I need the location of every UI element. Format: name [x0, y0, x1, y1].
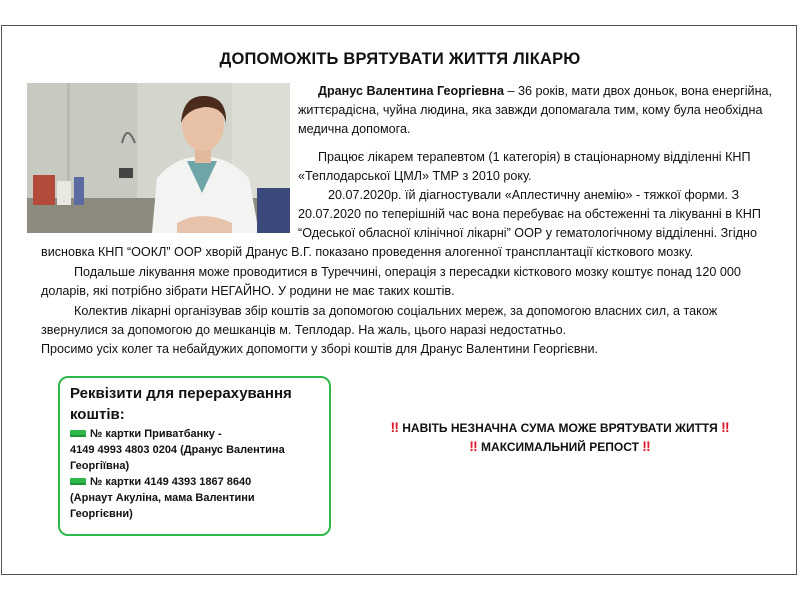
double-exclamation-icon: ‼ [642, 438, 651, 454]
card-2-line-3: Георгієвни) [70, 508, 133, 520]
paragraph-3-line-4: висновка КНП “ООКЛ” ООР хворій Дранус В.Г. показано проведення алогенної трансплантації кісткового мозку. [41, 245, 694, 259]
paragraph-5-line-1: Колектив лікарні організував збір коштів за допомогою соціальних мереж, за допомогою власних сил, а також [74, 304, 718, 318]
callout-line-2-text: МАКСИМАЛЬНИЙ РЕПОСТ [481, 440, 639, 454]
callout-line-1 [360, 418, 760, 437]
card-1-line-3: Георгіївна) [70, 460, 130, 472]
requisites-heading-line-1: Реквізити для перерахування [70, 385, 292, 402]
intro-line-2: життєрадісна, чуйна людина, яка завжди допомагала тим, кому була необхідна [298, 103, 763, 117]
double-exclamation-icon: ‼ [721, 419, 730, 435]
page-title: ДОПОМОЖІТЬ ВРЯТУВАТИ ЖИТТЯ ЛІКАРЮ [219, 50, 581, 68]
card-2-label: № картки 4149 4393 1867 8640 [90, 476, 252, 488]
callout-line-1-text: НАВІТЬ НЕЗНАЧНА СУМА МОЖЕ ВРЯТУВАТИ ЖИТТЯ [402, 421, 718, 435]
paragraph-2-line-2: «Теплодарської ЦМЛ» ТМР з 2010 року. [298, 169, 532, 183]
paragraph-2-line-1: Працює лікарем терапевтом (1 категорія) в стаціонарному відділенні КНП [318, 150, 751, 164]
paragraph-3-line-2: 20.07.2020 по теперішній час вона перебуває на обстеженні та лікуванні в КНП [298, 207, 761, 221]
intro-line-1-rest: – 36 років, мати двох доньок, вона енергійна, [504, 84, 773, 98]
card-2-line-1 [70, 474, 321, 490]
paragraph-5-line-2: звернулися за допомогою до мешканців м. Теплодар. На жаль, цього наразі недостатньо. [41, 323, 567, 337]
paragraph-4-line-2: доларів, які потрібно зібрати НЕГАЙНО. У родини не має таких коштів. [41, 284, 455, 298]
card-1-line-2: 4149 4993 4803 0204 (Дранус Валентина [70, 444, 285, 456]
credit-card-icon [70, 430, 86, 437]
callout-line-2 [360, 437, 760, 456]
paragraph-4-line-1: Подальше лікування може проводитися в Туреччині, операція з пересадки кісткового мозку коштує понад 120 000 [74, 265, 741, 279]
paragraph-3-line-3: “Одеської обласної клінічної лікарні” ООР у гематологічному відділенні. Згідно [298, 226, 757, 240]
double-exclamation-icon: ‼ [390, 419, 399, 435]
patient-name: Дранус Валентина Георгіевна [318, 84, 505, 98]
requisites-heading-line-2: коштів: [70, 406, 125, 423]
card-2-line-2: (Арнаут Акуліна, мама Валентини [70, 492, 255, 504]
intro-line-1 [318, 82, 772, 102]
requisites-box [58, 376, 331, 536]
double-exclamation-icon: ‼ [469, 438, 478, 454]
card-1-line-1 [70, 426, 321, 442]
paragraph-3-line-1: 20.07.2020р. їй діагностували «Аплестичну анемію» - тяжкої форми. З [328, 188, 740, 202]
intro-line-3: медична допомога. [298, 122, 411, 136]
paragraph-6-line-1: Просимо усіх колег та небайдужих допомогти у зборі коштів для Дранус Валентини Георгієвни. [41, 342, 599, 356]
doctor-photo [27, 83, 290, 233]
card-1-label: № картки Приватбанку - [90, 428, 222, 440]
credit-card-icon [70, 478, 86, 485]
